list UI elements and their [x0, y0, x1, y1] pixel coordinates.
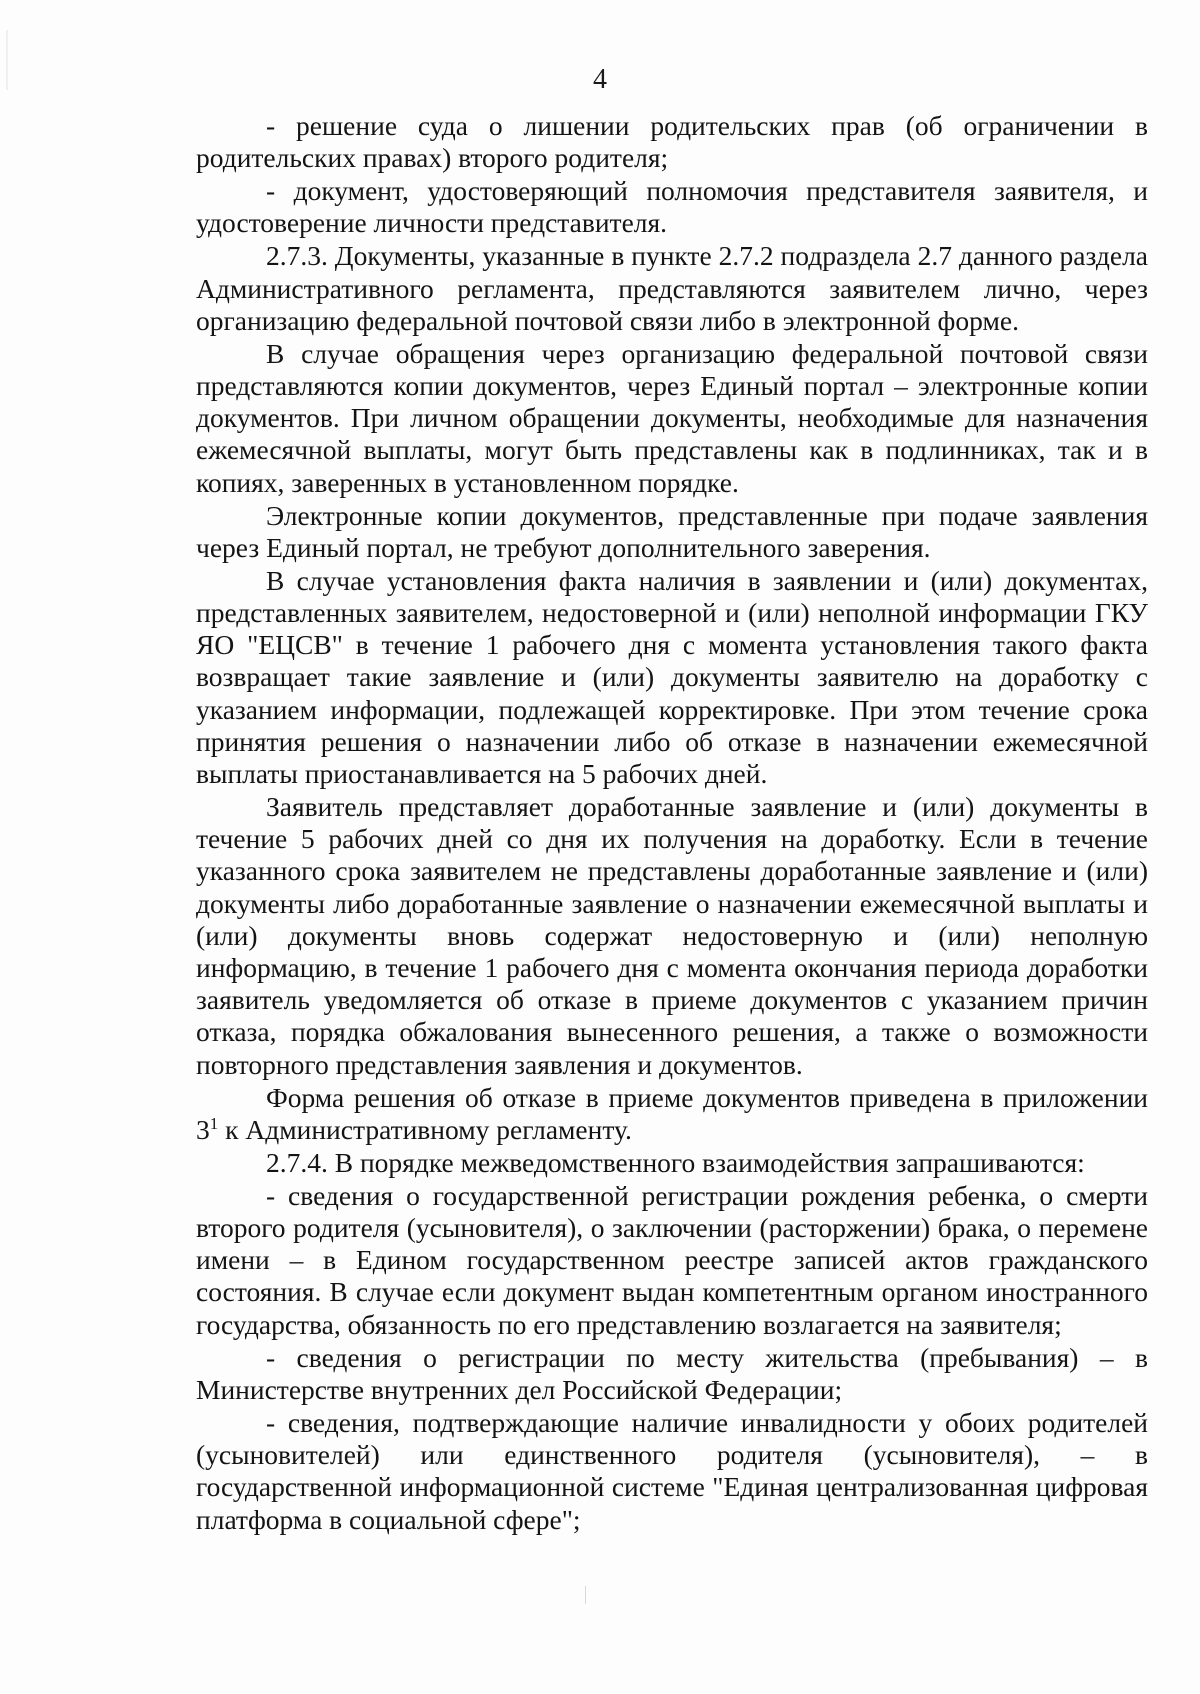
refusal-form-text: Форма решения об отказе в приеме документов приведена в приложении 3	[196, 1081, 1148, 1145]
paragraph-representative-document: - документ, удостоверяющий полномочия представителя заявителя, и удостоверение личности представителя.	[196, 175, 1148, 239]
document-body	[196, 110, 1148, 1537]
paragraph-residence-registration: - сведения о регистрации по месту жительства (пребывания) – в Министерстве внутренних дел Российской Федерации;	[196, 1341, 1148, 1405]
appendix-superscript: 1	[209, 1113, 219, 1133]
scan-artifact	[585, 1586, 586, 1604]
paragraph-disability-info: - сведения, подтверждающие наличие инвалидности у обоих родителей (усыновителей) или единственного родителя (усыновителя), – в государственной информационной системе "Единая централизованная цифровая платформа в социальной сфере";	[196, 1406, 1148, 1535]
refusal-form-text-end: к Административному регламенту.	[218, 1113, 632, 1145]
paragraph-postal-submission: В случае обращения через организацию федеральной почтовой связи представляются копии документов, через Единый портал – электронные копии документов. При личном обращении документы, необходимые для назначения ежемесячной выплаты, могут быть представлены как в подлинниках, так и в копиях, заверенных в установленном порядке.	[196, 337, 1148, 498]
paragraph-2-7-3: 2.7.3. Документы, указанные в пункте 2.7.2 подраздела 2.7 данного раздела Административного регламента, представляются заявителем лично, через организацию федеральной почтовой связи либо в электронной форме.	[196, 240, 1148, 336]
paragraph-refusal-form	[196, 1082, 1148, 1146]
paragraph-incomplete-information: В случае установления факта наличия в заявлении и (или) документах, представленных заявителем, недостоверной и (или) неполной информации ГКУ ЯО "ЕЦСВ" в течение 1 рабочего дня с момента установления такого факта возвращает такие заявление и (или) документы заявителю на доработку с указанием информации, подлежащей корректировке. При этом течение срока принятия решения о назначении либо об отказе в назначении ежемесячной выплаты приостанавливается на 5 рабочих дней.	[196, 564, 1148, 790]
page-number: 4	[593, 64, 607, 95]
paragraph-revised-documents: Заявитель представляет доработанные заявление и (или) документы в течение 5 рабочих дней со дня их получения на доработку. Если в течение указанного срока заявителем не представлены доработанные заявление и (или) документы либо доработанные заявление о назначении ежемесячной выплаты и (или) документы вновь содержат недостоверную и (или) неполную информацию, в течение 1 рабочего дня с момента окончания периода доработки заявитель уведомляется об отказе в приеме документов с указанием причин отказа, порядка обжалования вынесенного решения, а также о возможности повторного представления заявления и документов.	[196, 791, 1148, 1080]
paragraph-electronic-copies: Электронные копии документов, представленные при подаче заявления через Единый портал, не требуют дополнительного заверения.	[196, 499, 1148, 563]
paragraph-2-7-4: 2.7.4. В порядке межведомственного взаимодействия запрашиваются:	[266, 1146, 1085, 1178]
paragraph-court-decision: - решение суда о лишении родительских прав (об ограничении в родительских правах) второго родителя;	[196, 110, 1148, 174]
paragraph-civil-registry: - сведения о государственной регистрации рождения ребенка, о смерти второго родителя (усыновителя), о заключении (расторжении) брака, о перемене имени – в Едином государственном реестре записей актов гражданского состояния. В случае если документ выдан компетентным органом иностранного государства, обязанность по его представлению возлагается на заявителя;	[196, 1179, 1148, 1340]
